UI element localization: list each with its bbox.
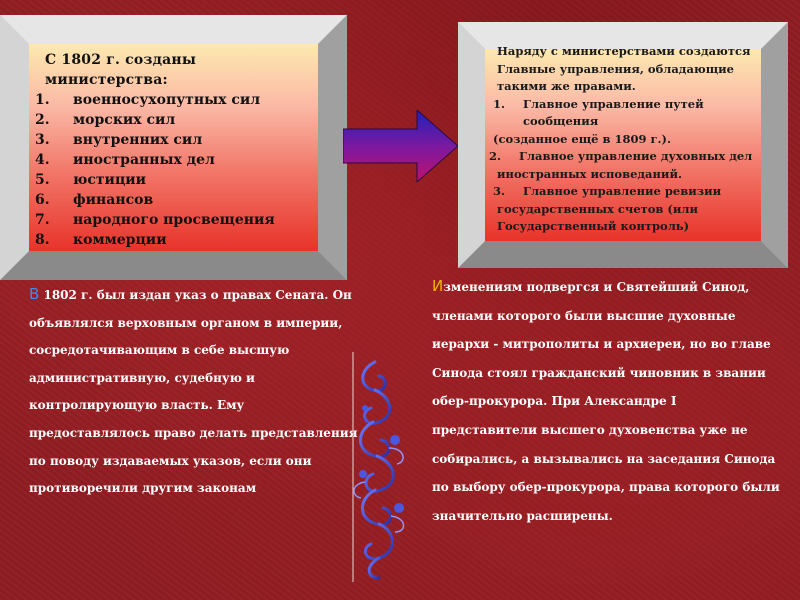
bevel-left: [458, 22, 485, 268]
right-arrow-icon: [343, 110, 458, 182]
drop-letter: В: [29, 285, 40, 303]
bevel-bottom: [0, 251, 347, 280]
list-item: 4. иностранных дел: [35, 152, 215, 168]
list-item: 5. юстиции: [35, 172, 147, 188]
list-item: 3. внутренних сил: [35, 132, 203, 148]
list-item: 7. народного просвещения: [35, 212, 275, 228]
list-item: 6. финансов: [35, 192, 154, 208]
list-item: 3. Главное управление ревизии: [493, 184, 722, 198]
ministries-box: [0, 15, 347, 280]
bevel-bottom: [458, 241, 788, 268]
list-item: 8. коммерции: [35, 232, 167, 248]
bevel-left: [0, 15, 29, 280]
list-item: 1. Главное управление путей: [493, 96, 704, 111]
list-item: 2. морских сил: [35, 112, 176, 128]
directorates-content: [485, 44, 761, 241]
directorates-text: Наряду с министерствами создаются Главные управления, обладающие такими же правами. 1. Главное управление путей сообщения (созданное ещё в 1809 г.). 2. Главное управление духовных дел иностранных исповеданий. 3. Главное управление ревизии государственных счетов (или Государственный контроль): [489, 43, 763, 236]
drop-letter: И: [432, 277, 444, 295]
list-item: 2. Главное управление духовных дел: [489, 149, 753, 163]
bevel-right: [761, 22, 788, 268]
ministries-title: С 1802 г. созданы министерства:: [45, 52, 197, 88]
list-item: 1. военносухопутных сил: [35, 92, 261, 108]
ministries-content: [29, 44, 318, 251]
main-directorates-box: [458, 22, 788, 268]
flourish-ornament-icon: [345, 352, 415, 582]
senate-paragraph: В 1802 г. был издан указ о правах Сената. Он объявлялся верховным органом в империи, сосредотачивающим в себе высшую административную, судебную и контролирующую власть. Ему предоставлялось право делать представления по поводу издаваемых указов, если они противоречили другим законам: [29, 285, 358, 496]
synod-paragraph: Изменениям подвергся и Святейший Синод, членами которого были высшие духовные иерархи - митрополиты и архиереи, но во главе Синода стоял гражданский чиновник в звании обер-прокурора. При Александре I представители высшего духовенства уже не собирались, а вызывались на заседания Синода по выбору обер-прокурора, права которого были значительно расширены.: [432, 277, 780, 523]
bevel-top: [0, 15, 347, 44]
ministries-list: [33, 90, 318, 250]
